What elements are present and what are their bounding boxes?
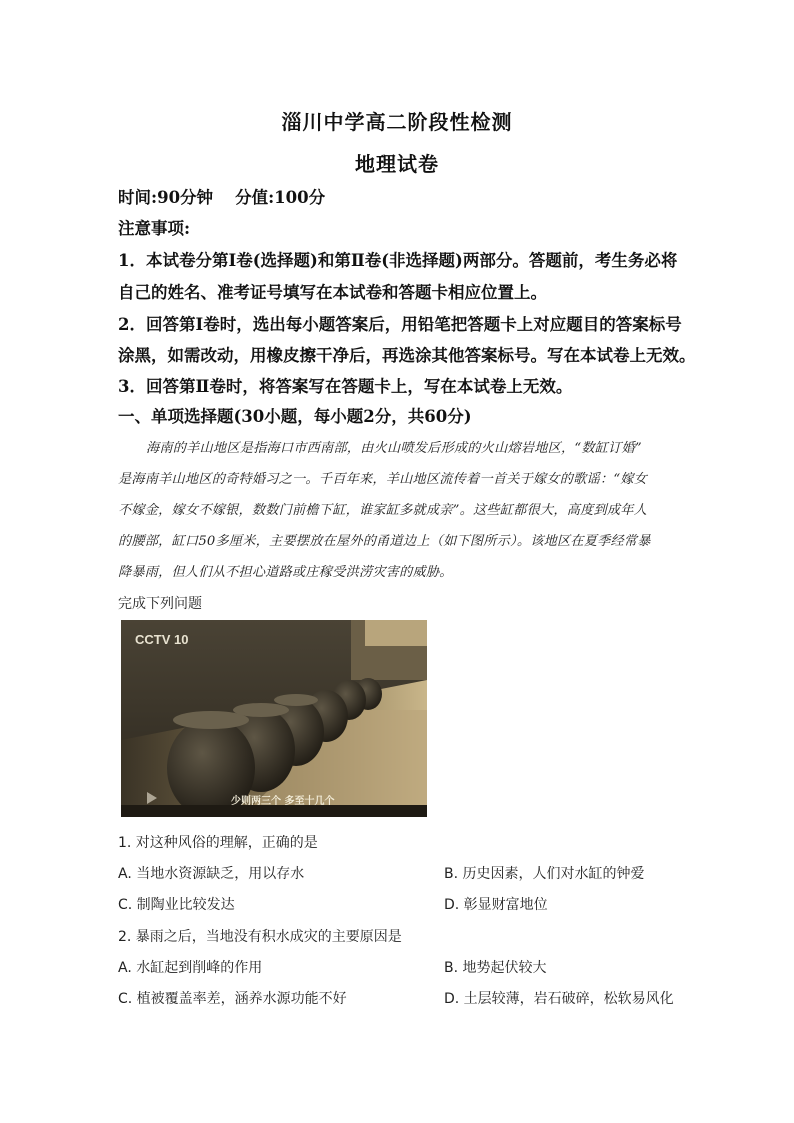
exam-score: 分值:100分 [235, 188, 326, 207]
note-line-4: 涂黑，如需改动，用橡皮擦干净后，再选涂其他答案标号。写在本试卷上无效。 [118, 346, 696, 365]
question-2-option-c[interactable]: C. 植被覆盖率差，涵养水源功能不好 [118, 991, 347, 1007]
question-2-option-d[interactable]: D. 土层较薄，岩石破碎，松软易风化 [444, 991, 674, 1007]
note-line-1: 1．本试卷分第Ⅰ卷(选择题)和第Ⅱ卷(非选择题)两部分。答题前，考生务必将 [118, 251, 678, 270]
exam-time: 时间:90分钟 [118, 188, 214, 207]
exam-title: 淄川中学高二阶段性检测 [281, 110, 513, 134]
question-1-option-c[interactable]: C. 制陶业比较发达 [118, 897, 235, 913]
section-heading: 一、单项选择题(30小题，每小题2分，共60分) [118, 407, 472, 426]
passage-line-2: 是海南羊山地区的奇特婚习之一。千百年来，羊山地区流传着一首关于嫁女的歌谣：“嫁女 [118, 472, 648, 487]
question-2-option-a[interactable]: A. 水缸起到削峰的作用 [118, 960, 263, 976]
question-1-option-d[interactable]: D. 彰显财富地位 [444, 897, 548, 913]
passage-line-1: 海南的羊山地区是指海口市西南部，由火山喷发后形成的火山熔岩地区，“数缸订婚” [146, 441, 642, 456]
notes-heading: 注意事项: [118, 219, 191, 238]
passage-line-4: 的腰部，缸口50多厘米，主要摆放在屋外的甬道边上（如下图所示）。该地区在夏季经常暴 [118, 534, 651, 549]
question-1-stem: 1. 对这种风俗的理解，正确的是 [118, 835, 318, 851]
video-caption: 少则两三个 多至十几个 [231, 796, 335, 807]
exam-subtitle: 地理试卷 [355, 152, 439, 176]
question-2-option-b[interactable]: B. 地势起伏较大 [444, 960, 547, 976]
question-1-option-b[interactable]: B. 历史因素，人们对水缸的钟爱 [444, 866, 645, 882]
note-line-3: 2．回答第Ⅰ卷时，选出每小题答案后，用铅笔把答题卡上对应题目的答案标号 [118, 315, 682, 334]
passage-line-3: 不嫁金，嫁女不嫁银，数数门前檐下缸，谁家缸多就成亲”。这些缸都很大，高度到成年人 [118, 503, 648, 518]
channel-logo: CCTV 10 [135, 632, 189, 647]
passage-line-5: 降暴雨，但人们从不担心道路或庄稼受洪涝灾害的威胁。 [118, 565, 453, 580]
question-2-stem: 2. 暴雨之后，当地没有积水成灾的主要原因是 [118, 929, 402, 945]
exam-info [118, 184, 688, 208]
water-jars-photo [121, 620, 427, 817]
passage-prompt: 完成下列问题 [118, 596, 202, 612]
note-line-2: 自己的姓名、准考证号填写在本试卷和答题卡相应位置上。 [118, 283, 547, 302]
water-jars-illustration [121, 620, 427, 817]
note-line-5: 3．回答第Ⅱ卷时，将答案写在答题卡上，写在本试卷上无效。 [118, 377, 573, 396]
question-1-option-a[interactable]: A. 当地水资源缺乏，用以存水 [118, 866, 305, 882]
